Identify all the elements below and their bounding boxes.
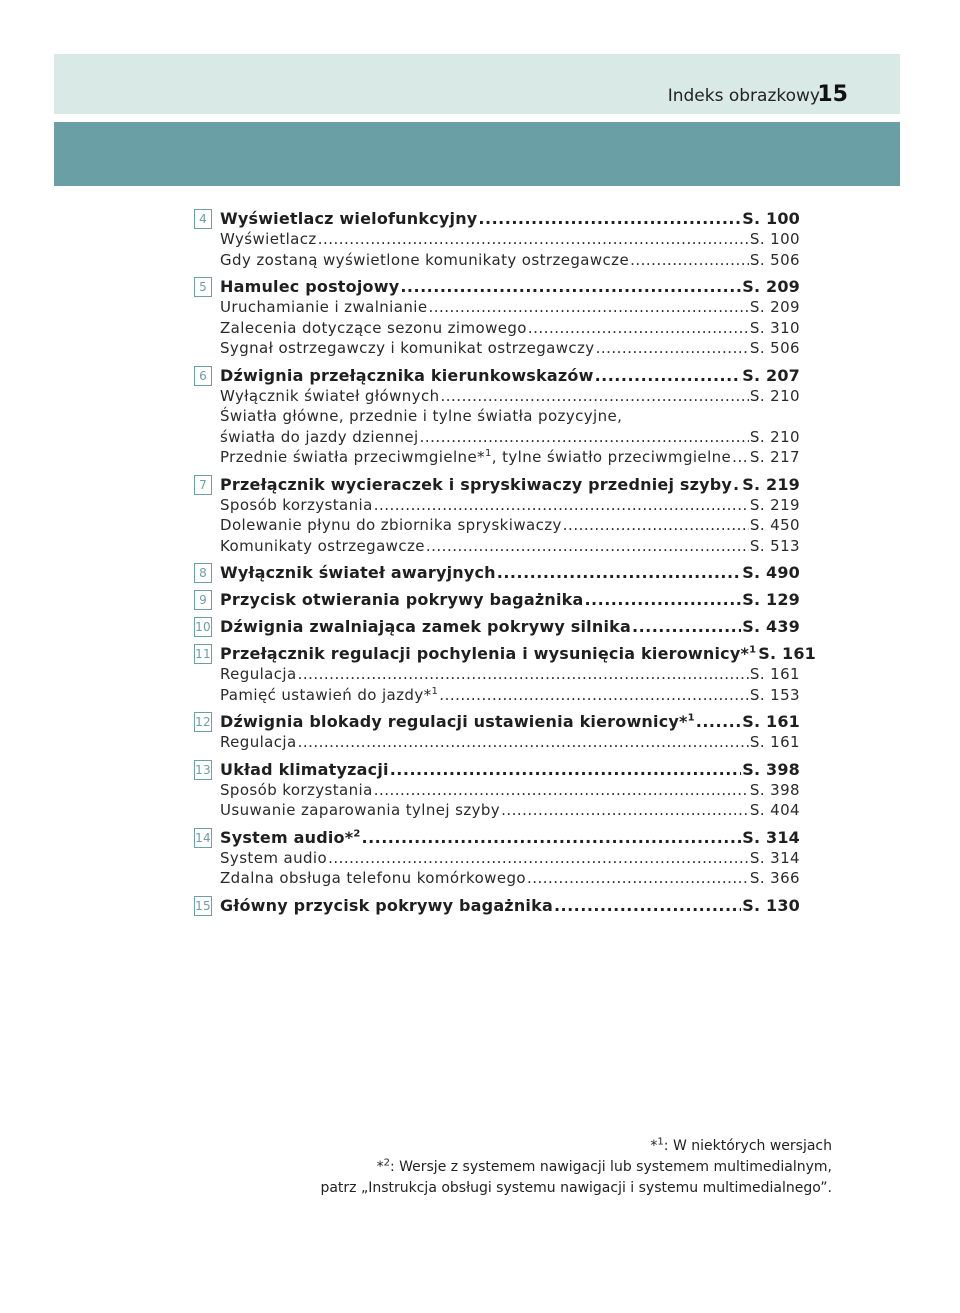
dot-leader bbox=[528, 318, 749, 339]
dot-leader bbox=[361, 827, 741, 848]
header-band bbox=[54, 122, 900, 186]
subentry-row bbox=[194, 386, 800, 407]
dot-leader bbox=[426, 536, 749, 557]
item-number-badge: 12 bbox=[194, 712, 212, 732]
index-entry bbox=[194, 208, 800, 270]
index-entry bbox=[194, 474, 800, 557]
dot-leader bbox=[298, 732, 749, 753]
dot-leader bbox=[298, 664, 749, 685]
dot-leader bbox=[732, 447, 749, 468]
footnotes bbox=[320, 1136, 832, 1199]
subentry-label: Komunikaty ostrzegawcze bbox=[220, 536, 425, 555]
dot-leader bbox=[478, 208, 741, 229]
section-title: Indeks obrazkowy bbox=[667, 86, 820, 106]
entry-title bbox=[220, 895, 553, 916]
item-number-badge: 4 bbox=[194, 209, 212, 229]
page-reference: S. 210 bbox=[749, 386, 800, 405]
footnote-line bbox=[320, 1136, 832, 1157]
footnote-number: 1 bbox=[657, 1136, 664, 1148]
dot-leader bbox=[374, 780, 749, 801]
page-reference: S. 506 bbox=[749, 339, 800, 357]
footnote-text: : W niektórych wersjach bbox=[663, 1138, 832, 1154]
subentry-label: Gdy zostaną wyświetlone komunikaty ostrzegawcze bbox=[220, 250, 630, 269]
item-number-badge: 11 bbox=[194, 644, 212, 664]
subentry-row bbox=[194, 685, 800, 706]
subentry-text bbox=[220, 229, 317, 250]
subentry-row bbox=[194, 447, 800, 468]
entry-title-text: Dźwignia zwalniająca zamek pokrywy silnika bbox=[220, 617, 631, 636]
footnote-ref: 2 bbox=[353, 828, 361, 840]
subentry-row bbox=[194, 495, 800, 516]
subentry-row bbox=[194, 536, 800, 557]
subentry-row bbox=[194, 780, 800, 801]
dot-leader bbox=[390, 759, 742, 780]
page-reference: S. 161 bbox=[742, 712, 800, 731]
entry-title bbox=[220, 827, 360, 848]
dot-leader bbox=[696, 711, 741, 732]
item-number-badge: 7 bbox=[194, 475, 212, 495]
page-reference: S. 314 bbox=[742, 827, 800, 847]
dot-leader bbox=[374, 495, 749, 516]
index-entry bbox=[194, 276, 800, 359]
footnote-text: patrz „Instrukcja obsługi systemu nawigacji i systemu multimedialnego”. bbox=[320, 1180, 832, 1196]
subentry-text bbox=[220, 250, 629, 271]
entry-title-row bbox=[194, 208, 800, 229]
subentry-text bbox=[220, 848, 327, 869]
entry-title bbox=[220, 711, 695, 732]
entry-title-row bbox=[194, 276, 800, 297]
entry-title-text: Wyłącznik świateł awaryjnych bbox=[220, 563, 496, 582]
subentry-label: Pamięć ustawień do jazdy* bbox=[220, 685, 432, 704]
dot-leader bbox=[497, 562, 741, 583]
page-reference: S. 506 bbox=[749, 250, 800, 269]
dot-leader bbox=[420, 427, 749, 448]
page-reference: S. 100 bbox=[749, 230, 800, 248]
subentry-label: Sygnał ostrzegawczy i komunikat ostrzegawczy bbox=[220, 339, 595, 357]
subentry-row bbox=[194, 406, 800, 427]
item-number-badge: 13 bbox=[194, 760, 212, 780]
subentry-label: System audio bbox=[220, 848, 328, 867]
subentry-label: Wyświetlacz bbox=[220, 230, 317, 248]
subentry-label: Usuwanie zaparowania tylnej szyby bbox=[220, 801, 501, 819]
entry-title bbox=[220, 616, 631, 637]
subentry-text bbox=[220, 732, 297, 753]
subentry-text bbox=[220, 338, 595, 359]
page-reference: S. 314 bbox=[749, 848, 800, 867]
footnote-text: : Wersje z systemem nawigacji lub systemem multimedialnym, bbox=[389, 1159, 832, 1175]
entry-title-row bbox=[194, 562, 800, 583]
dot-leader bbox=[400, 276, 741, 297]
item-number-badge: 8 bbox=[194, 563, 212, 583]
subentry-text bbox=[220, 800, 500, 821]
footnote-ref: 1 bbox=[431, 685, 439, 697]
dot-leader bbox=[439, 685, 749, 706]
subentry-text bbox=[220, 297, 427, 318]
entry-title bbox=[220, 562, 496, 583]
page-reference: S. 161 bbox=[749, 733, 800, 751]
index-entry bbox=[194, 616, 800, 637]
page-reference: S. 209 bbox=[749, 298, 800, 316]
entry-title-text: Przełącznik regulacji pochylenia i wysunięcia kierownicy* bbox=[220, 644, 750, 663]
subentry-row bbox=[194, 848, 800, 869]
dot-leader bbox=[318, 229, 749, 250]
subentry-label: Wyłącznik świateł głównych bbox=[220, 386, 440, 405]
entry-title-text: Główny przycisk pokrywy bagażnika bbox=[220, 895, 553, 915]
dot-leader bbox=[328, 848, 749, 869]
index-entry bbox=[194, 365, 800, 468]
subentry-label: Światła główne, przednie i tylne światła pozycyjne, bbox=[220, 407, 623, 425]
dot-leader bbox=[441, 386, 749, 407]
subentry-row bbox=[194, 515, 800, 536]
page-reference: S. 100 bbox=[742, 209, 800, 228]
index-entry bbox=[194, 827, 800, 889]
index-entry bbox=[194, 711, 800, 753]
entry-title bbox=[220, 643, 756, 664]
page-reference: S. 490 bbox=[742, 563, 800, 582]
dot-leader bbox=[501, 800, 749, 821]
subentry-row bbox=[194, 250, 800, 271]
page-reference: S. 207 bbox=[742, 365, 800, 385]
footnote-mark: * bbox=[376, 1159, 384, 1175]
page-reference: S. 398 bbox=[742, 759, 800, 779]
dot-leader bbox=[596, 338, 749, 359]
entry-title bbox=[220, 759, 389, 780]
entry-title-text: Przełącznik wycieraczek i spryskiwaczy przedniej szyby bbox=[220, 474, 733, 494]
item-number-badge: 15 bbox=[194, 896, 212, 916]
subentry-text bbox=[220, 386, 440, 407]
subentry-label: Regulacja bbox=[220, 733, 297, 751]
subentry-row bbox=[194, 297, 800, 318]
subentry-label: Uruchamianie i zwalnianie bbox=[220, 298, 428, 316]
subentry-row bbox=[194, 229, 800, 250]
entry-title-row bbox=[194, 711, 800, 732]
entry-title-text: Hamulec postojowy bbox=[220, 277, 400, 296]
page-reference: S. 129 bbox=[742, 590, 800, 609]
item-number-badge: 14 bbox=[194, 828, 212, 848]
dot-leader bbox=[595, 365, 742, 386]
page-reference: S. 439 bbox=[742, 617, 800, 636]
dot-leader bbox=[563, 515, 749, 536]
footnote-ref: 1 bbox=[687, 712, 695, 724]
footnote-mark: * bbox=[650, 1138, 658, 1154]
picture-index-list bbox=[194, 208, 817, 922]
entry-title bbox=[220, 276, 399, 297]
entry-title bbox=[220, 589, 583, 610]
dot-leader bbox=[584, 589, 741, 610]
page-reference: S. 404 bbox=[749, 801, 800, 819]
page-reference: S. 219 bbox=[742, 474, 800, 494]
page-reference: S. 366 bbox=[749, 869, 800, 887]
page-reference: S. 450 bbox=[749, 516, 800, 534]
subentry-label: Sposób korzystania bbox=[220, 780, 373, 799]
page-reference: S. 219 bbox=[749, 495, 800, 514]
entry-title-text: Wyświetlacz wielofunkcyjny bbox=[220, 209, 478, 228]
subentry-text bbox=[220, 406, 622, 427]
subentry-text bbox=[220, 664, 297, 685]
subentry-row bbox=[194, 318, 800, 339]
dot-leader bbox=[630, 250, 749, 271]
page-number: 15 bbox=[817, 82, 848, 107]
dot-leader bbox=[554, 895, 741, 916]
entry-title-text: Przycisk otwierania pokrywy bagażnika bbox=[220, 590, 584, 609]
page-reference: S. 161 bbox=[758, 644, 817, 663]
page-reference: S. 130 bbox=[742, 895, 800, 915]
entry-title-row bbox=[194, 827, 800, 848]
subentry-label: Dolewanie płynu do zbiornika spryskiwaczy bbox=[220, 516, 562, 534]
subentry-text bbox=[220, 318, 527, 339]
entry-title bbox=[220, 474, 732, 495]
page-reference: S. 209 bbox=[742, 277, 800, 296]
subentry-text bbox=[220, 536, 425, 557]
page-reference: S. 153 bbox=[749, 685, 800, 704]
footnote-number: 2 bbox=[383, 1157, 390, 1169]
entry-title-row bbox=[194, 474, 800, 495]
entry-title-row bbox=[194, 589, 800, 610]
page-reference: S. 210 bbox=[749, 427, 800, 446]
subentry-text bbox=[220, 868, 526, 889]
subentry-text bbox=[220, 515, 562, 536]
index-entry bbox=[194, 562, 800, 583]
entry-title-row bbox=[194, 616, 800, 637]
entry-title-row bbox=[194, 895, 800, 916]
entry-title-row bbox=[194, 643, 817, 664]
subentry-row bbox=[194, 868, 800, 889]
entry-title-text: Dźwignia blokady regulacji ustawienia kierownicy* bbox=[220, 712, 688, 731]
entry-title-text: Dźwignia przełącznika kierunkowskazów bbox=[220, 365, 594, 385]
item-number-badge: 5 bbox=[194, 277, 212, 297]
subentry-text bbox=[220, 447, 731, 468]
item-number-badge: 9 bbox=[194, 590, 212, 610]
index-entry bbox=[194, 759, 800, 821]
entry-title-text: Układ klimatyzacji bbox=[220, 759, 389, 779]
subentry-label: Przednie światła przeciwmgielne* bbox=[220, 448, 485, 466]
page-reference: S. 217 bbox=[749, 448, 800, 466]
footnote-ref: 1 bbox=[749, 644, 757, 656]
subentry-label: Zdalna obsługa telefonu komórkowego bbox=[220, 869, 526, 887]
dot-leader bbox=[428, 297, 748, 318]
page-reference: S. 513 bbox=[749, 536, 800, 555]
footnote-ref: 1 bbox=[485, 448, 492, 459]
subentry-text bbox=[220, 427, 419, 448]
dot-leader bbox=[632, 616, 741, 637]
entry-title-text: System audio* bbox=[220, 827, 354, 847]
dot-leader bbox=[527, 868, 749, 889]
entry-title-row bbox=[194, 759, 800, 780]
subentry-row bbox=[194, 732, 800, 753]
index-entry bbox=[194, 643, 817, 705]
subentry-label-continued: , tylne światło przeciwmgielne bbox=[491, 448, 732, 466]
footnote-line bbox=[320, 1157, 832, 1178]
subentry-text bbox=[220, 780, 373, 801]
item-number-badge: 6 bbox=[194, 366, 212, 386]
subentry-text bbox=[220, 685, 438, 706]
page-reference: S. 310 bbox=[749, 318, 800, 337]
entry-title bbox=[220, 365, 594, 386]
subentry-text bbox=[220, 495, 373, 516]
entry-title bbox=[220, 208, 477, 229]
subentry-row bbox=[194, 427, 800, 448]
footnote-line bbox=[320, 1178, 832, 1199]
page-reference: S. 161 bbox=[749, 665, 800, 683]
subentry-label: światła do jazdy dziennej bbox=[220, 427, 419, 446]
page-reference: S. 398 bbox=[749, 780, 800, 799]
entry-title-row bbox=[194, 365, 800, 386]
subentry-label: Sposób korzystania bbox=[220, 495, 373, 514]
subentry-row bbox=[194, 664, 800, 685]
subentry-row bbox=[194, 800, 800, 821]
index-entry bbox=[194, 589, 800, 610]
subentry-row bbox=[194, 338, 800, 359]
index-entry bbox=[194, 895, 800, 916]
dot-leader bbox=[733, 474, 741, 495]
item-number-badge: 10 bbox=[194, 617, 212, 637]
subentry-label: Zalecenia dotyczące sezonu zimowego bbox=[220, 318, 527, 337]
subentry-label: Regulacja bbox=[220, 665, 297, 683]
